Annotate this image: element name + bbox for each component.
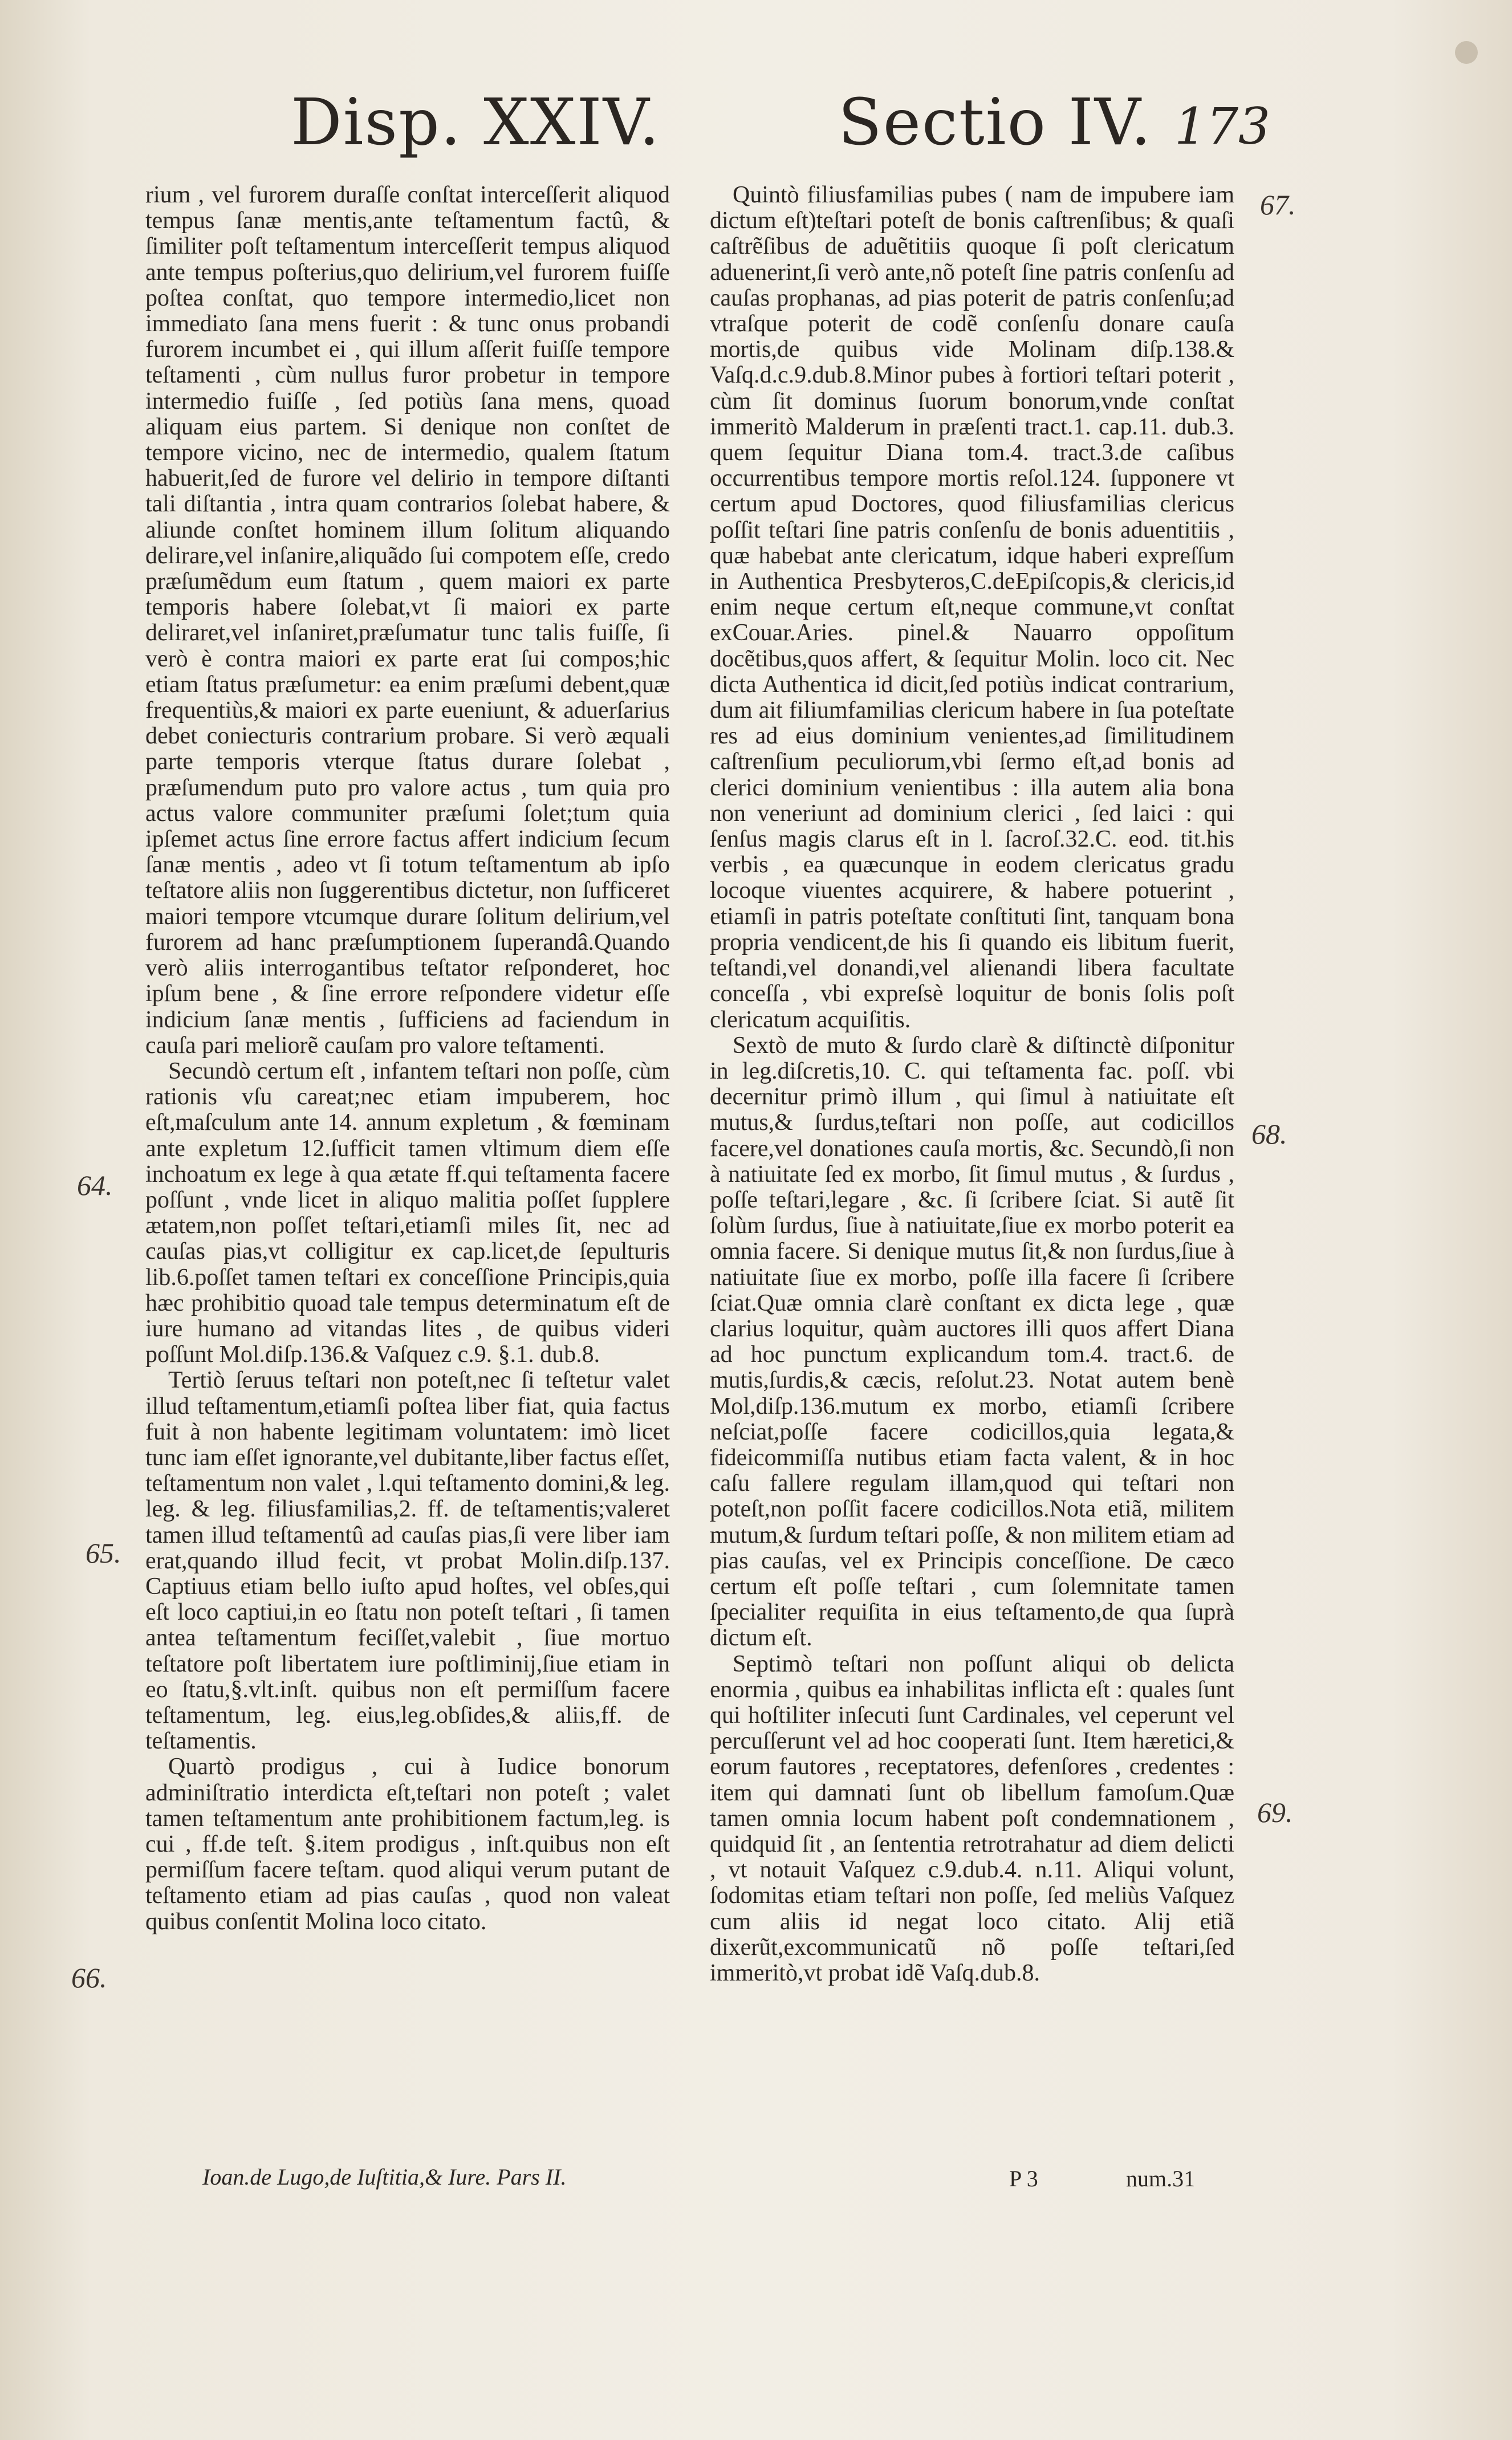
right-column — [710, 182, 1234, 1986]
margin-number-64: 64. — [77, 1169, 113, 1201]
paragraph: Sextò de muto & ſurdo clarè & diſtinctè diſponitur in leg.diſcretis,10. C. qui teſtamenta fac. poſſ. vbi decernitur primò illum , qui ſimul à natiuitate eſt mutus,& ſurdus,teſtari non poſſe, aut codicillos facere,vel donationes cauſa mortis, &c. Secundò,ſi non à natiuitate ſed ex morbo, ſit ſimul mutus , & ſurdus , poſſe teſtari,legare , &c. ſi ſcribere ſciat. Si autẽ ſit ſolùm ſurdus, ſiue à natiuitate,ſiue ex morbo poterit ea omnia facere. Si denique mutus ſit,& non ſurdus,ſiue à natiuitate ſiue ex morbo, poſſe illa facere ſi ſcribere ſciat.Quæ omnia clarè conſtant ex dicta lege , quæ clarius loquitur, quàm auctores illi quos affert Diana ad hoc punctum explicandum tom.4. tract.6. de mutis,ſurdis,& cæcis, reſolut.23. Notat autem benè Mol,diſp.136.mutum ex morbo, etiamſi ſcribere neſciat,poſſe facere codicillos,quia legata,& fideicommiſſa nutibus etiam facta valent, & in hoc caſu fallere regulam illam,quod qui teſtari non poteſt,non poſſit facere codicillos.Nota etiã, militem mutum,& ſurdum teſtari poſſe, & non militem etiam ad pias cauſas, vel ex Principis conceſſione. De cæco certum eſt poſſe teſtari , cum ſolemnitate tamen ſpecialiter requiſita in eius teſtamento,de qua ſuprà dictum eſt. — [710, 1032, 1234, 1652]
header-disputation: Disp. XXIV. — [291, 86, 661, 160]
running-header — [274, 86, 1270, 165]
margin-number-65: 65. — [86, 1537, 121, 1569]
margin-number-68: 68. — [1251, 1118, 1287, 1150]
paragraph: Quintò filiusfamilias pubes ( nam de impubere iam dictum eſt)teſtari poteſt de bonis caſtrenſibus; & quaſi caſtrẽſibus de aduẽtitiis quoque ſi poſt clericatum aduenerint,ſi verò ante,nõ poteſt ſine patris conſenſu ad cauſas prophanas, ad pias poterit de patris conſenſu;ad vtraſque poterit de codẽ conſenſu donare cauſa mortis,de quibus vide Molinam diſp.138.& Vaſq.d.c.9.dub.8.Minor pubes à fortiori teſtari poterit , cùm ſit dominus ſuorum bonorum,vnde conſtat immeritò Malderum in præſenti tract.1. cap.11. dub.3. quem ſequitur Diana tom.4. tract.3.de caſibus occurrentibus tempore mortis reſol.124. ſupponere vt certum apud Doctores, quod filiusfamilias clericus poſſit teſtari ſine patris conſenſu de bonis aduentitiis , quæ habebat ante clericatum, idque haberi expreſſum in Authentica Presbyteros,C.deEpiſcopis,& clericis,id enim neque certum eſt,neque commune,vt conſtat exCouar.Aries. pinel.& Nauarro oppoſitum docẽtibus,quos affert, & ſequitur Molin. loco cit. Nec dicta Authentica id dicit,ſed potiùs indicat contrarium, dum ait filiumfamilias clericum habere in ſua poteſtate res ad eius dominium venientes,ad ſimilitudinem caſtrenſium peculiorum,vbi ſermo eſt,ad bonis ad clerici dominium venientibus : illa autem alia bona non veneriunt ad dominium clerici , ſed laici : qui ſenſus magis clarus eſt in l. ſacroſ.32.C. eod. tit.his verbis , ea quæcunque in eodem clericatus gradu locoque viuentes acquirere, & habere potuerint , etiamſi in patris poteſtate conſtituti ſint, tanquam bona propria vendicent,de his ſi quando eis libitum fuerit, teſtandi,vel donandi,vel alienandi libera facultate conceſſa , vbi expreſsè loquitur de bonis ſolis poſt clericatum acquiſitis. — [710, 182, 1234, 1033]
signature-mark: P 3 — [1009, 2166, 1038, 2191]
paragraph: Secundò certum eſt , infantem teſtari non poſſe, cùm rationis vſu careat;nec etiam impuberem, hoc eſt,maſculum ante 14. annum expletum , & fœminam ante expletum 12.ſufficit tamen vltimum diem eſſe inchoatum ex lege à qua ætate ff.qui teſtamenta facere poſſunt , vnde licet in aliquo malitia poſſet ſupplere ætatem,non poſſet teſtari,etiamſi miles ſit, nec ad cauſas pias,vt colligitur ex cap.licet,de ſepulturis lib.6.poſſet tamen teſtari ex conceſſione Principis,quia hæc prohibitio quoad tale tempus determinatum eſt de iure humano ad vitandas lites , de quibus videri poſſunt Mol.diſp.136.& Vaſquez c.9. §.1. dub.8. — [145, 1058, 670, 1368]
paragraph: Septimò teſtari non poſſunt aliqui ob delicta enormia , quibus ea inhabilitas inflicta eſt : quales ſunt qui hoſtiliter inſecuti ſunt Cardinales, vel ceperunt vel percuſſerunt vel ad hoc cooperati ſunt. Item hæretici,& eorum fautores , receptatores, defenſores , credentes : item qui damnati ſunt ob libellum famoſum.Quæ tamen omnia locum habent poſt condemnationem , quidquid ſit , an ſententia retrotrahatur ad diem delicti , vt notauit Vaſquez c.9.dub.4. n.11. Aliqui volunt, ſodomitas etiam teſtari non poſſe, ſed meliùs Vaſquez cum aliis id negat loco citato. Alij etiã dixerũt,excommunicatũ nõ poſſe teſtari,ſed immeritò,vt probat idẽ Vaſq.dub.8. — [710, 1650, 1234, 1987]
header-section: Sectio IV. — [838, 86, 1152, 160]
page-number: 173 — [1174, 97, 1270, 156]
margin-number-69: 69. — [1257, 1796, 1293, 1828]
catchword: num.31 — [1126, 2166, 1196, 2191]
margin-number-67: 67. — [1260, 189, 1296, 221]
paragraph: Tertiò ſeruus teſtari non poteſt,nec ſi teſtetur valet illud teſtamentum,etiamſi poſtea liber fiat, quia factus fuit à non habente legitimam voluntatem: imò licet tunc iam eſſet ignorante,vel dubitante,liber factus eſſet, teſtamentum non valet , l.qui teſtamento domini,& leg. leg. & leg. filiusfamilias,2. ff. de teſtamentis;valeret tamen illud teſtamentû ad cauſas pias,ſi vere liber iam erat,quando illud fecit, vt probat Molin.diſp.137. Captiuus etiam bello iuſto apud hoſtes, vel obſes,qui eſt loco captiui,in eo ſtatu non poteſt teſtari , ſi tamen antea teſtamentum feciſſet,valebit , ſiue mortuo teſtatore poſt libertatem iure poſtliminij,ſiue etiam in eo ſtatu,§.vlt.inſt. quibus non eſt permiſſum facere teſtamentum, leg. eius,leg.obſides,& aliis,ff. de teſtamentis. — [145, 1367, 670, 1755]
left-column — [145, 182, 670, 1935]
paper-hole — [1455, 41, 1478, 64]
margin-number-66: 66. — [71, 1962, 107, 1994]
footer-title: Ioan.de Lugo,de Iuſtitia,& Iure. Pars II. — [202, 2164, 567, 2190]
paragraph: Quartò prodigus , cui à Iudice bonorum adminiſtratio interdicta eſt,teſtari non poteſt ; valet tamen teſtamentum ante prohibitionem factum,leg. is cui , ff.de teſt. §.item prodigus , inſt.quibus non eſt permiſſum facere teſtam. quod aliqui verum putant de teſtamento etiam ad pias cauſas , quod non valeat quibus conſentit Molina loco citato. — [145, 1754, 670, 1935]
paragraph: rium , vel furorem duraſſe conſtat interceſſerit aliquod tempus ſanæ mentis,ante teſtamentum factû, & ſimiliter poſt teſtamentum interceſſerit tempus aliquod ante tempus poſterius,quo delirium,vel furorem fuiſſe poſtea conſtat, quo tempore intermedio,licet non immediato ſana mens fuerit : & tunc onus probandi furorem incumbet ei , qui illum aſſerit fuiſſe tempore teſtamenti , cùm nullus furor probetur in tempore intermedio fuiſſe , ſed potiùs ſana mens, quoad aliquam eius partem. Si denique non conſtet de tempore vicino, nec de intermedio, qualem ſtatum habuerit,ſed de furore vel delirio in tempore diſtanti tali diſtantia , intra quam contrarios ſolebat habere, & aliunde conſtet hominem illum ſolitum aliquando delirare,vel inſanire,aliquãdo ſui compotem eſſe, credo præſumẽdum eum ſtatum , quem maiori ex parte temporis habere ſolebat,vt ſi maiori ex parte deliraret,vel inſaniret,præſumatur tunc talis fuiſſe, ſi verò è contra maiori ex parte erat ſui compos;hic etiam ſtatus præſumetur: ea enim præſumi debent,quæ frequentiùs,& maiori ex parte eueniunt, & aduerſarius debet coniecturis contrarium probare. Si verò æquali parte temporis vterque ſtatus durare ſolebat , præſumendum puto pro valore actus , tum quia pro actus valore communiter præſumi ſolet;tum quia ipſemet actus ſine errore factus affert indicium ſecum ſanæ mentis , adeo vt ſi totum teſtamentum ab ipſo teſtatore aliis non ſuggerentibus dictetur, non ſufficeret maiori tempore vtcumque durare ſolitum delirium,vel furorem ad hanc præſumptionem ſuperandâ.Quando verò aliis interrogantibus teſtator reſponderet, hoc ipſum bene , & ſine errore reſpondere videtur eſſe indicium ſanæ mentis , ſufficiens ad faciendum in cauſa pari meliorẽ cauſam pro valore teſtamenti. — [145, 182, 670, 1059]
